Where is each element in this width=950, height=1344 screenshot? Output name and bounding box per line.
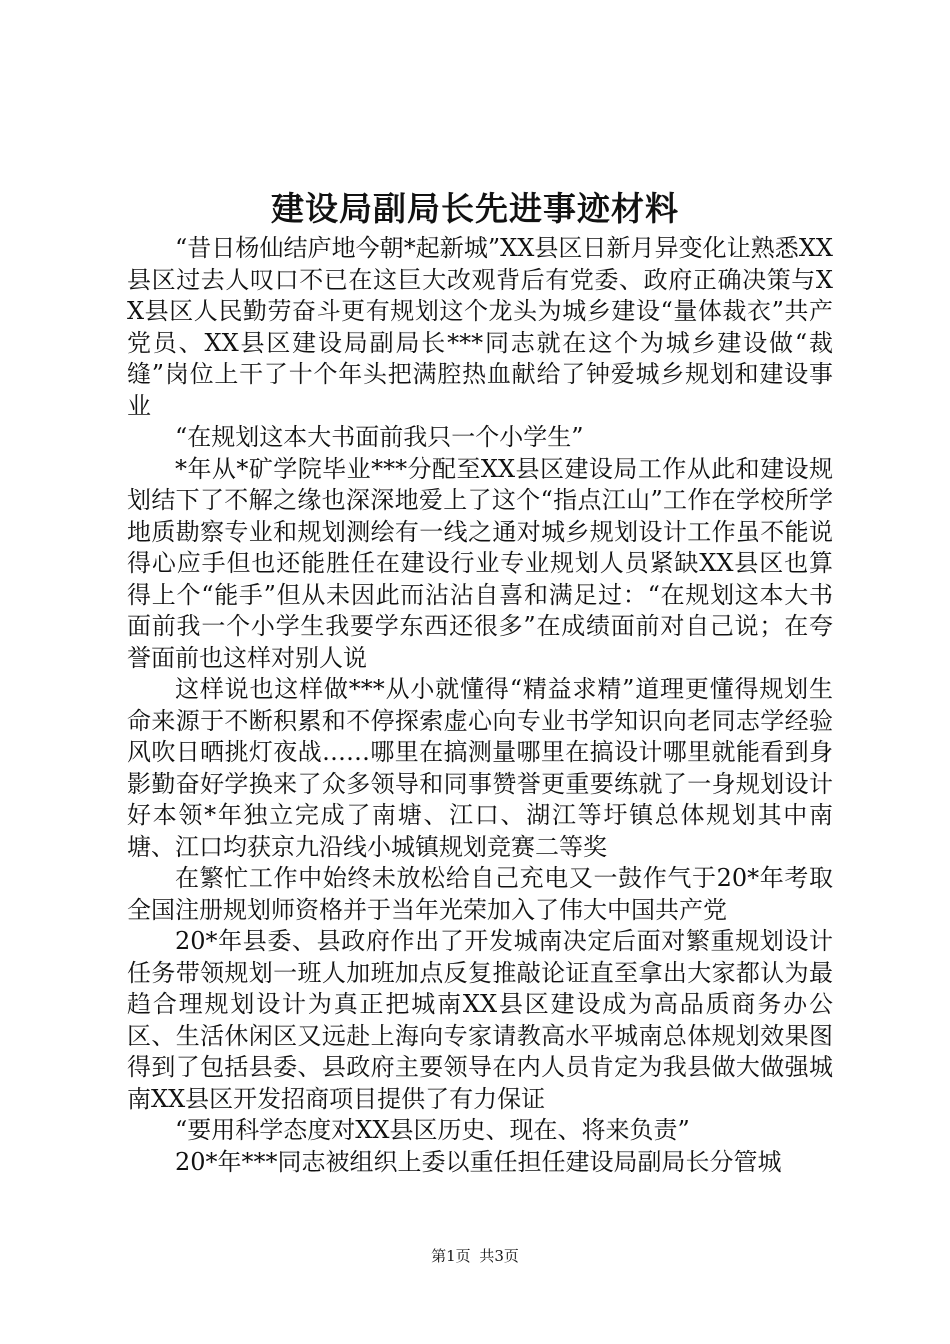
page-total: 共3页: [479, 1247, 519, 1265]
paragraph-5: 在繁忙工作中始终未放松给自己充电又一鼓作气于20*年考取全国注册规划师资格并于当年光荣加入了伟大中国共产党: [127, 864, 833, 924]
paragraph-8: 20*年***同志被组织上委以重任担任建设局副局长分管城: [175, 1147, 782, 1176]
paragraph-4: 这样说也这样做***从小就懂得“精益求精”道理更懂得规划生命来源于不断积累和不停探索虚心向专业书学知识向老同志学经验风吹日晒挑灯夜战……哪里在搞测量哪里在搞设计哪里就能看到身影勤奋好学换来了众多领导和同事赞誉更重要练就了一身规划设计好本领*年独立完成了南塘、江口、湖江等圩镇总体规划其中南塘、江口均获京九沿线小城镇规划竞赛二等奖: [127, 675, 833, 861]
paragraph-6: 20*年县委、县政府作出了开发城南决定后面对繁重规划设计任务带领规划一班人加班加点反复推敲论证直至拿出大家都认为最趋合理规划设计为真正把城南XX县区建设成为高品质商务办公区、生活休闲区又远赴上海向专家请教高水平城南总体规划效果图得到了包括县委、县政府主要领导在内人员肯定为我县做大做强城南XX县区开发招商项目提供了有力保证: [127, 927, 833, 1113]
paragraph-7: “要用科学态度对XX县区历史、现在、将来负责”: [175, 1116, 690, 1144]
paragraph-1: “昔日杨仙结庐地今朝*起新城”XX县区日新月异变化让熟悉XX县区过去人叹口不已在这巨大改观背后有党委、政府正确决策与XX县区人民勤劳奋斗更有规划这个龙头为城乡建设“量体裁衣”共产党员、XX县区建设局副局长***同志就在这个为城乡建设做“裁缝”岗位上干了十个年头把满腔热血献给了钟爱城乡规划和建设事业: [127, 234, 833, 420]
page-footer: [0, 1245, 950, 1267]
paragraph-2: “在规划这本大书面前我只一个小学生”: [175, 423, 584, 451]
document-title: 建设局副局长先进事迹材料: [271, 189, 679, 228]
document-body: [127, 233, 833, 1178]
paragraph-3: *年从*矿学院毕业***分配至XX县区建设局工作从此和建设规划结下了不解之缘也深深地爱上了这个“指点江山”工作在学校所学地质勘察专业和规划测绘有一线之通对城乡规划设计工作虽不能说得心应手但也还能胜任在建设行业专业规划人员紧缺XX县区也算得上个“能手”但从未因此而沾沾自喜和满足过：“在规划这本大书面前我一个小学生我要学东西还很多”在成绩面前对自己说；在夸誉面前也这样对别人说: [127, 454, 833, 672]
page-number: 第1页: [431, 1247, 471, 1265]
